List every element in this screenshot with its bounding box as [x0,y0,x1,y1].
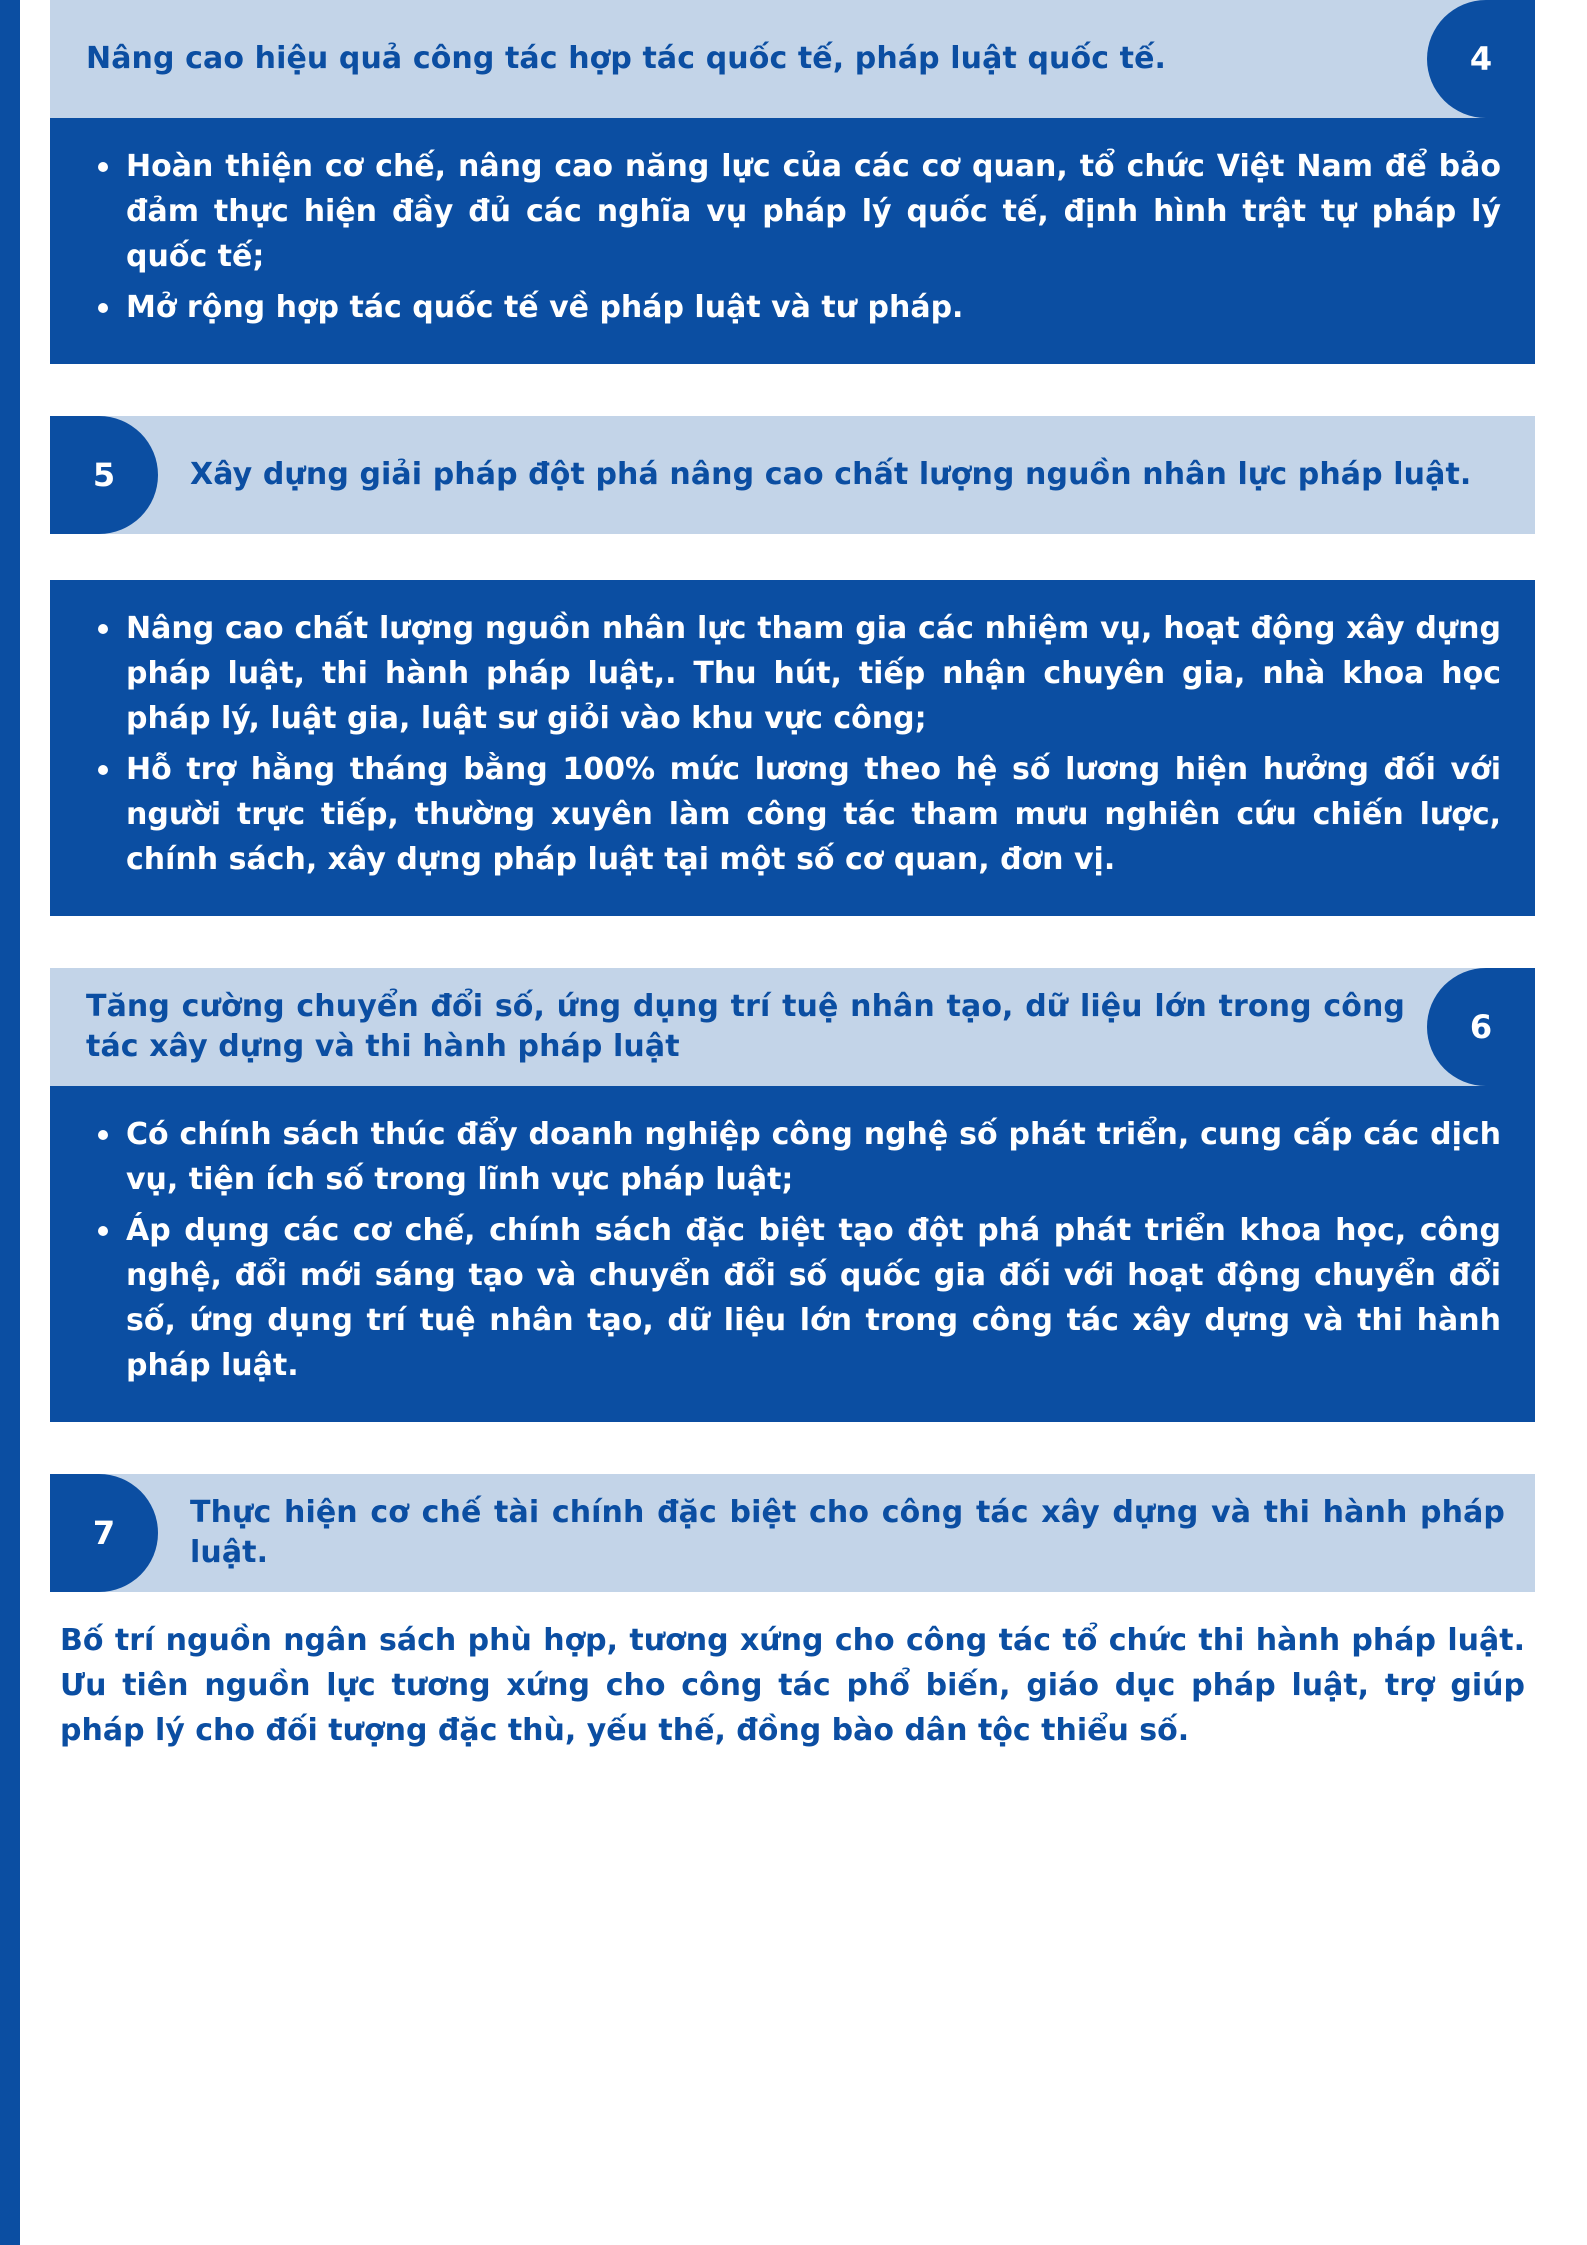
list-item: Có chính sách thúc đẩy doanh nghiệp công nghệ số phát triển, cung cấp các dịch vụ, tiện ích số trong lĩnh vực pháp luật; [84,1112,1501,1202]
list-item: Hoàn thiện cơ chế, nâng cao năng lực của các cơ quan, tổ chức Việt Nam để bảo đảm thực hiện đầy đủ các nghĩa vụ pháp lý quốc tế, định hình trật tự pháp lý quốc tế; [84,144,1501,279]
section-4-number: 4 [1427,0,1535,118]
section-4 [50,0,1535,364]
section-5-header [50,416,1535,534]
section-5-bullet-list [84,606,1501,882]
section-5-number: 5 [50,416,158,534]
section-4-title: Nâng cao hiệu quả công tác hợp tác quốc tế, pháp luật quốc tế. [86,40,1167,76]
section-5-title: Xây dựng giải pháp đột phá nâng cao chất lượng nguồn nhân lực pháp luật. [190,456,1472,492]
section-7-paragraph: Bố trí nguồn ngân sách phù hợp, tương xứng cho công tác tổ chức thi hành pháp luật. Ưu tiên nguồn lực tương xứng cho công tác phổ biến, giáo dục pháp luật, trợ giúp pháp lý cho đối tượng đặc thù, yếu thế, đồng bào dân tộc thiểu số. [60,1623,1525,1748]
section-7-number: 7 [50,1474,158,1592]
section-5 [50,416,1535,916]
section-5-body [50,580,1535,916]
left-accent-rail [0,0,20,2245]
list-item: Mở rộng hợp tác quốc tế về pháp luật và tư pháp. [84,285,1501,330]
section-7 [50,1474,1535,1763]
sections-container [50,0,1535,1815]
list-item: Hỗ trợ hằng tháng bằng 100% mức lương theo hệ số lương hiện hưởng đối với người trực tiếp, thường xuyên làm công tác tham mưu nghiên cứu chiến lược, chính sách, xây dựng pháp luật tại một số cơ quan, đơn vị. [84,747,1501,882]
section-6-bullet-list [84,1112,1501,1388]
section-6-body [50,1086,1535,1422]
section-7-title: Thực hiện cơ chế tài chính đặc biệt cho công tác xây dựng và thi hành pháp luật. [190,1494,1505,1570]
section-6-number: 6 [1427,968,1535,1086]
section-4-header [50,0,1535,118]
section-6-title: Tăng cường chuyển đổi số, ứng dụng trí tuệ nhân tạo, dữ liệu lớn trong công tác xây dựng và thi hành pháp luật [86,988,1405,1064]
list-item: Áp dụng các cơ chế, chính sách đặc biệt tạo đột phá phát triển khoa học, công nghệ, đổi mới sáng tạo và chuyển đổi số quốc gia đối với hoạt động chuyển đổi số, ứng dụng trí tuệ nhân tạo, dữ liệu lớn trong công tác xây dựng và thi hành pháp luật. [84,1208,1501,1388]
section-4-body [50,118,1535,364]
section-4-bullet-list [84,144,1501,330]
section-6 [50,968,1535,1422]
section-7-body [50,1592,1535,1763]
list-item: Nâng cao chất lượng nguồn nhân lực tham gia các nhiệm vụ, hoạt động xây dựng pháp luật, thi hành pháp luật,. Thu hút, tiếp nhận chuyên gia, nhà khoa học pháp lý, luật gia, luật sư giỏi vào khu vực công; [84,606,1501,741]
section-6-header [50,968,1535,1086]
section-7-header [50,1474,1535,1592]
